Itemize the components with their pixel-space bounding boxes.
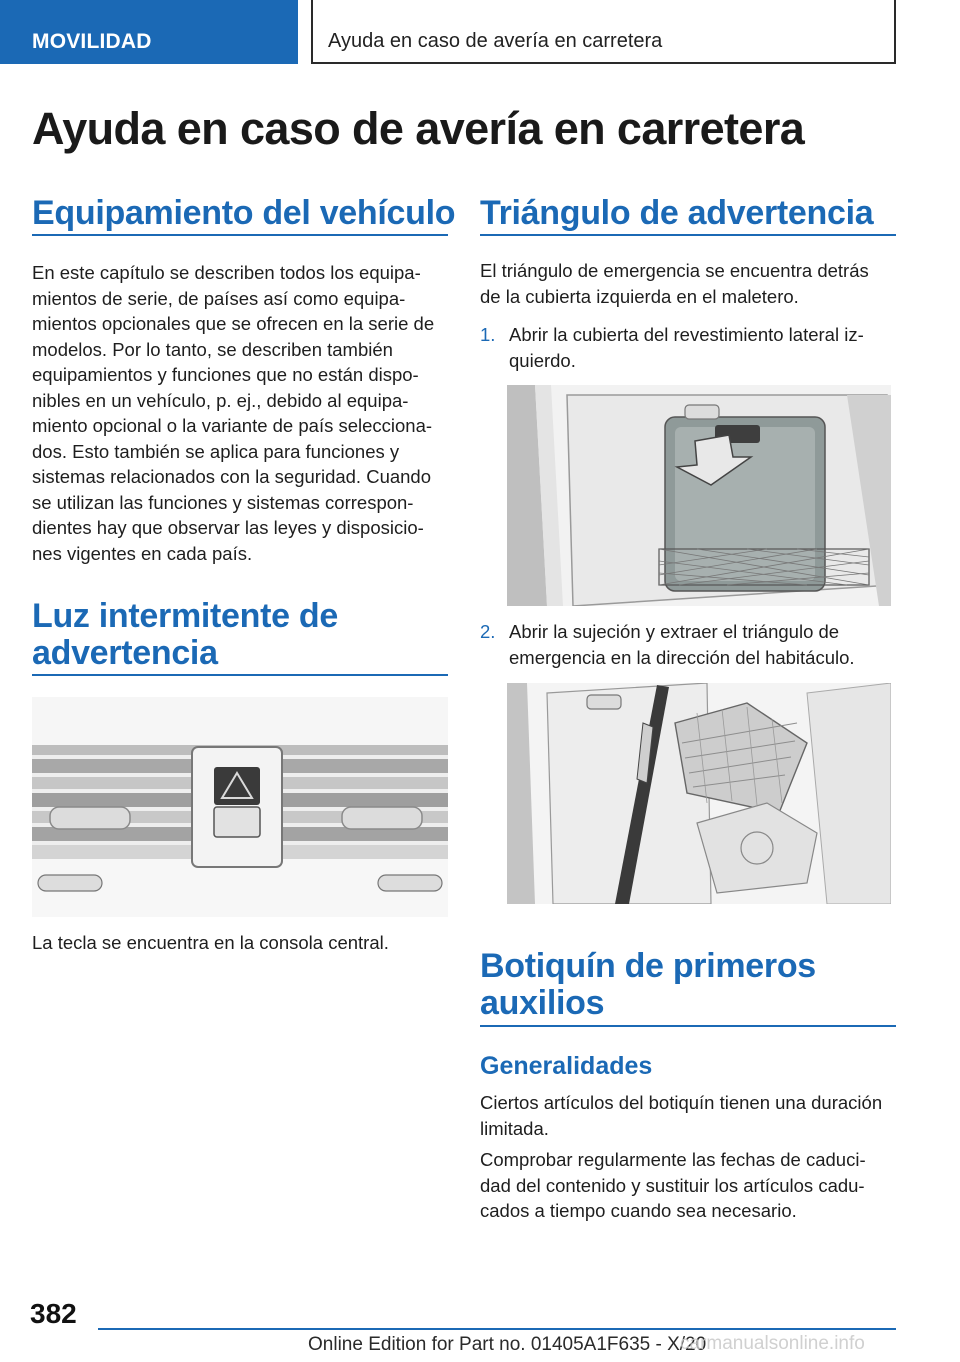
footer-rule (98, 1328, 896, 1330)
step-text (509, 322, 899, 373)
heading-line: Luz intermitente de (32, 597, 338, 635)
step-text (509, 619, 899, 670)
step-number: 1. (480, 324, 496, 345)
side-cover-figure (507, 385, 891, 606)
text-line: equipamientos y funciones que no están dispo‐ (32, 364, 419, 385)
hazard-heading (32, 598, 338, 672)
step-number: 2. (480, 621, 496, 642)
watermark: carmanualsonline.info (680, 1333, 865, 1354)
hazard-button-figure (32, 697, 448, 917)
text-line: Comprobar regularmente las fechas de caduci‐ (480, 1149, 866, 1170)
firstaid-rule (480, 1025, 896, 1027)
text-line: cados a tiempo cuando sea necesario. (480, 1200, 797, 1221)
chapter-tab (311, 0, 896, 64)
text-line: dientes hay que observar las leyes y disposicio‐ (32, 517, 424, 538)
firstaid-paragraph-1 (480, 1090, 900, 1141)
text-line: emergencia en la dirección del habitáculo. (509, 646, 855, 668)
triangle-intro (480, 258, 900, 309)
text-line: dad del contenido y sustituir los artículos cadu‐ (480, 1174, 865, 1196)
heading-line: Botiquín de primeros (480, 947, 816, 985)
hazard-caption: La tecla se encuentra en la consola central. (32, 932, 389, 953)
text-line: nes vigentes en cada país. (32, 542, 253, 564)
equipment-paragraph (32, 260, 452, 566)
heading-line: auxilios (480, 984, 605, 1022)
triangle-heading: Triángulo de advertencia (480, 194, 874, 232)
chapter-label: Ayuda en caso de avería en carretera (328, 30, 663, 52)
text-line: mientos opcionales que se ofrecen en la serie de (32, 313, 435, 334)
equipment-rule (32, 234, 448, 236)
generalidades-heading: Generalidades (480, 1052, 653, 1080)
heading-line: advertencia (32, 634, 218, 672)
triangle-holder-figure (507, 683, 891, 904)
page-title: Ayuda en caso de avería en carretera (32, 103, 805, 154)
firstaid-heading (480, 948, 816, 1022)
section-tab (0, 0, 298, 64)
text-line: modelos. Por lo tanto, se describen también (32, 338, 393, 360)
text-line: sistemas relacionados con la seguridad. Cuando (32, 466, 432, 487)
section-label: MOVILIDAD (32, 30, 152, 53)
text-line: quierdo. (509, 349, 576, 371)
text-line: El triángulo de emergencia se encuentra detrás (480, 260, 869, 281)
firstaid-paragraph-2 (480, 1147, 900, 1224)
text-line: nibles en un vehículo, p. ej., debido al equipa‐ (32, 389, 409, 411)
text-line: Ciertos artículos del botiquín tienen una duración (480, 1092, 883, 1113)
text-line: limitada. (480, 1117, 549, 1139)
page-number: 382 (30, 1298, 77, 1329)
equipment-heading: Equipamiento del vehículo (32, 194, 456, 232)
text-line: de la cubierta izquierda en el maletero. (480, 285, 799, 307)
hazard-rule (32, 674, 448, 676)
edition-note: Online Edition for Part no. 01405A1F635 - X/20 (308, 1334, 707, 1355)
text-line: Abrir la sujeción y extraer el triángulo de (509, 621, 840, 642)
text-line: Abrir la cubierta del revestimiento lateral iz‐ (509, 324, 864, 345)
text-line: miento opcional o la variante de país selecciona‐ (32, 415, 433, 436)
text-line: mientos de serie, de países así como equipa‐ (32, 287, 406, 309)
text-line: En este capítulo se describen todos los equipa‐ (32, 262, 421, 283)
text-line: se utilizan las funciones y sistemas correspon‐ (32, 491, 414, 513)
triangle-rule (480, 234, 896, 236)
text-line: dos. Esto también se aplica para funciones y (32, 440, 400, 462)
